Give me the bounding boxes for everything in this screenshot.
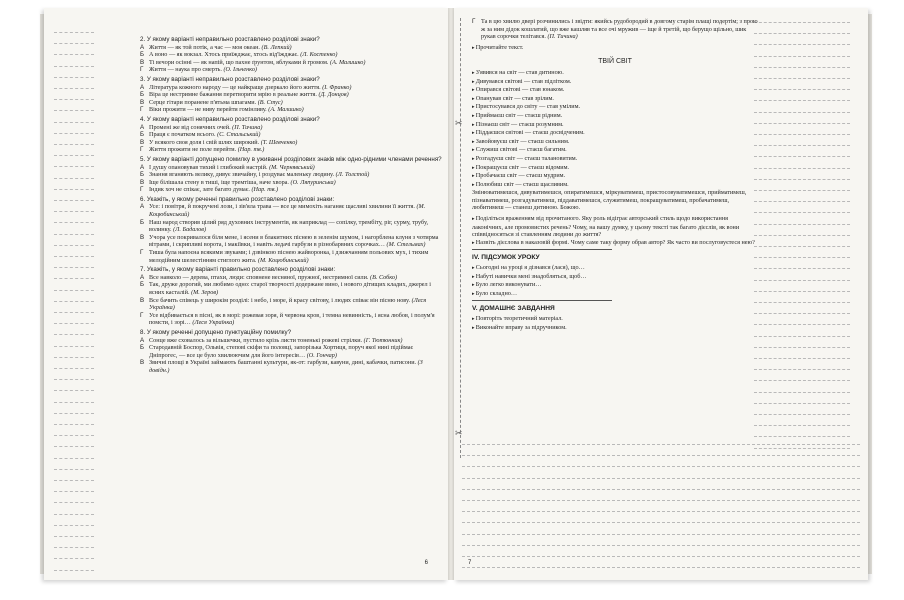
ruled-line (754, 358, 850, 359)
option-body: Життя прожити не поле перейти. (149, 146, 237, 154)
option-body: Так, друже дорогий, ми любимо одно: старої творчості додержане вино, і нового дітищих кладих, джерел і ясних касталій. (149, 281, 431, 296)
question-title: 3. У якому варіанті неправильно розставлено розділові знаки? (140, 75, 320, 83)
ruled-line (54, 570, 94, 571)
option-text (149, 84, 351, 92)
option-source: (В. Стус) (257, 98, 283, 106)
poem-line: ▸ Полюбиш світ — стаєш щасливим. (472, 181, 758, 190)
option-text (149, 66, 257, 74)
option-text (149, 359, 442, 374)
poem-line: ▸ Опирався світові — став юнаком. (472, 86, 758, 95)
option-letter: Б (140, 51, 145, 59)
ruled-line (754, 156, 850, 157)
ruled-line (754, 123, 850, 124)
option-text (149, 44, 292, 52)
poem-body (472, 69, 758, 212)
answer-option (140, 99, 442, 107)
option-source: (О. Ільченко) (223, 66, 257, 74)
ruled-line (54, 424, 94, 425)
ruled-line (754, 212, 850, 213)
option-source: (Г. Тютюнник) (363, 336, 403, 344)
option-source: (М. Коцюбинський) (149, 203, 426, 219)
answer-option (140, 139, 442, 147)
poem-line: ▸ Пізнаєш світ — стаєш розумним. (472, 121, 758, 130)
option-text (149, 297, 442, 312)
ruled-line (54, 211, 94, 212)
ruled-line (54, 178, 94, 179)
question-title: 7. Укажіть, у якому варіанті правильно розставлено розділові знаки: (140, 266, 336, 274)
option-body: Учора усе покривалося біля мене, і ясени в блакитних піснею в зеленім шумом, і нагорблена клуня з чотирма вітрами, і скрипливі ворота, і макіївки, і навіть ледачі гарбузи в різнобарвних сорочках… (149, 233, 439, 249)
question-title: 6. Укажіть, у якому реченні правильно розставлено розділові знаки: (140, 195, 335, 203)
question-block (140, 266, 442, 327)
answer-option (140, 124, 442, 132)
ruled-line (54, 502, 94, 503)
option-body: Життя — наука про смерть. (149, 66, 222, 74)
ruled-line (54, 144, 94, 145)
option-source: (Т. Шевченко) (260, 138, 298, 146)
option-body: Стародавній Боспор, Ольвія, степові скіфи та половці, запорізька Хортиця, поруч якої нині підіймає Дніпрогес, — все це було хвилюючим для його інтересів… (149, 344, 414, 359)
ruled-line (754, 291, 850, 292)
option-source: (Леся Українка) (149, 296, 427, 312)
option-text (149, 51, 337, 59)
ruled-line (54, 334, 94, 335)
ruled-line (54, 469, 94, 470)
ruled-line (462, 466, 860, 467)
section-v-items (472, 315, 758, 332)
poem-line: ▸ Пробачаєш світ — стаєш мудрим. (472, 172, 758, 181)
option-letter: А (140, 336, 145, 344)
answer-option (140, 337, 442, 345)
ruled-line (54, 536, 94, 537)
ruled-line (54, 390, 94, 391)
answer-option (140, 106, 442, 114)
ruled-line (754, 235, 850, 236)
answer-option (140, 281, 442, 296)
answer-option (140, 186, 442, 194)
question-title: 2. У якому варіанті неправильно розставлено розділові знаки? (140, 36, 320, 43)
summary-item: ▸ Було легко виконувати… (472, 281, 758, 290)
ruled-line (754, 257, 850, 258)
intro-option (472, 18, 758, 41)
ruled-line (54, 480, 94, 481)
ruled-line (754, 425, 850, 426)
option-letter: Б (140, 131, 145, 139)
ruled-line (754, 436, 850, 437)
option-letter: Б (140, 171, 145, 179)
option-source: (М. Коцюбинський) (257, 256, 309, 264)
ruled-line (462, 567, 860, 568)
option-source: (З довідн.) (149, 359, 423, 374)
ruled-line (54, 88, 94, 89)
option-source: (А. Малишко) (268, 106, 304, 114)
ruled-line (462, 500, 860, 501)
ruled-line (54, 491, 94, 492)
summary-item: ▸ Набуті навички мені знадобляться, щоб… (472, 273, 758, 282)
task-item: ▸ Поділіться враженням від прочитаного. Яку роль відіграє авторський стиль щодо використання лаконічних, але промовистих речень? Чому, на вашу думку, у цьому тексті так багато дієслів, як вони співвідносяться зі ставленням людини до життя? (472, 215, 758, 239)
ruled-line (462, 545, 860, 546)
option-source: (С. Стальський) (217, 131, 261, 139)
option-source: (О. Гончар) (306, 351, 337, 359)
ruled-line (54, 435, 94, 436)
question-list (140, 36, 442, 377)
answer-option (140, 59, 442, 67)
poem-line: ▸ Завойовуєш світ — стаєш сильним. (472, 138, 758, 147)
answer-option (140, 44, 442, 52)
ruled-line (754, 145, 850, 146)
option-text (149, 179, 336, 187)
option-source: (В. Лепкий) (261, 43, 292, 51)
ruled-line (754, 179, 850, 180)
answer-option (140, 171, 442, 179)
option-source: (М. Стельмах) (386, 241, 426, 249)
option-body: Усе відбивається в пісні, як в морі: рожевая зоря, й червона кров, і темна невинність, і ясна любов, і полум'я помсти, і зорі… (149, 311, 435, 327)
poem-line: ▸ Пристосувався до світу — став умілим. (472, 103, 758, 112)
right-page (454, 8, 868, 580)
option-letter: В (140, 296, 145, 304)
option-text (149, 164, 315, 172)
section-divider (472, 249, 612, 250)
option-letter: А (140, 43, 145, 51)
ruled-line (754, 302, 850, 303)
answer-option (140, 146, 442, 154)
option-letter: В (140, 58, 145, 66)
option-letter: В (140, 178, 145, 186)
homework-item: ▸ Повторіть теоретичний матеріал. (472, 315, 758, 324)
option-text (149, 59, 365, 67)
ruled-line (54, 514, 94, 515)
answer-option (140, 234, 442, 249)
ruled-line (54, 166, 94, 167)
section-iv-title: IV. ПІДСУМОК УРОКУ (472, 254, 540, 262)
poem-title: ТВІЙ СВІТ (598, 58, 632, 66)
answer-option (140, 66, 442, 74)
option-letter: Г (140, 146, 144, 154)
option-letter: А (140, 123, 145, 131)
poem-line: ▸ Приймаєш світ — стаєш рідним. (472, 112, 758, 121)
ruled-line (462, 522, 860, 523)
option-body: Усе: і повітря, й покручені лози, і зів'яла трава — все це мимохіть наганяє щасливі хвилини її життя. (149, 203, 415, 211)
option-source: (Леся Українка) (192, 319, 235, 327)
ruled-line (754, 380, 850, 381)
ruled-line (54, 368, 94, 369)
answer-option (140, 249, 442, 264)
question-block (140, 196, 442, 264)
ruled-line (754, 448, 850, 449)
page-number: 7 (468, 560, 472, 566)
ruled-line (462, 556, 860, 557)
ruled-line (754, 403, 850, 404)
ruled-line (462, 455, 860, 456)
poem-line: ▸ Покращуєш світ — стаєш відомим. (472, 164, 758, 173)
ruled-line (54, 43, 94, 44)
option-source: (М. Чернявський) (269, 163, 315, 171)
ruled-line (54, 413, 94, 414)
task-item: ▸ Назвіть дієслова в наказовій формі. Чому саме таку форму обрав автор? Як часто ви послуговуєтеся нею? (472, 239, 758, 248)
question-block (140, 329, 442, 375)
ruled-line (54, 525, 94, 526)
option-letter: Г (140, 106, 144, 114)
ruled-line (754, 78, 850, 79)
ruled-line (54, 402, 94, 403)
ruled-line (54, 122, 94, 123)
ruled-line (754, 336, 850, 337)
ruled-line (754, 224, 850, 225)
option-text: Та в цю хвилю двері розчинились і звідти: якийсь рудобородий в довгому старім плащі подертім; з прою ж за ним дідок кошлатий, що вже кашляв та все очі мружив — іще й третій, що берущо щільно, шик рукав сорочки телітався. (П. Тичина) (481, 18, 758, 41)
ruled-line (54, 245, 94, 246)
ruled-line (462, 489, 860, 490)
section-v-title: V. ДОМАШНЄ ЗАВДАННЯ (472, 305, 555, 313)
ruled-line (54, 77, 94, 78)
ruled-line (462, 511, 860, 512)
option-body: Віки прожити — не ниву перейти гомінливу. (149, 106, 267, 114)
ruled-line (54, 323, 94, 324)
ruled-line (54, 155, 94, 156)
ruled-line (54, 110, 94, 111)
ruled-line (754, 246, 850, 247)
task-list (472, 215, 758, 247)
option-text (149, 131, 260, 139)
option-text (149, 99, 283, 107)
option-text (149, 146, 264, 154)
ruled-line (754, 347, 850, 348)
question-block (140, 76, 442, 114)
ruled-line (754, 100, 850, 101)
option-source: (П. Тичина) (232, 123, 263, 131)
option-body: Знання вганяють велику, дивує звичайну, і роздуває маленьку людину. (149, 171, 335, 179)
option-body: Сонце вже сховалось за вільшечки, пустило крізь листи тоненькі рожеві стрілки. (149, 336, 363, 344)
ruled-line (754, 414, 850, 415)
option-body: Література кожного народу — це найкраще дзеркало його життя. (149, 83, 321, 91)
option-body: Праця є початком всього. (149, 131, 216, 139)
ruled-line (54, 357, 94, 358)
right-content (472, 18, 758, 332)
ruled-line (54, 312, 94, 313)
summary-item: ▸ Сьогодні на уроці я дізнався (лася), що… (472, 264, 758, 273)
ruled-line (754, 44, 850, 45)
question-title: 4. У якому варіанті неправильно розставлено розділові знаки? (140, 115, 320, 123)
question-title: 8. У якому реченні допущено пунктуаційну помилку? (140, 328, 292, 336)
option-source: (О. Ляпуринська) (290, 178, 336, 186)
ruled-line (754, 33, 850, 34)
ruled-line (462, 444, 860, 445)
answer-option (140, 344, 442, 359)
right-page-edge (868, 14, 872, 574)
option-body: Все навколо — дерева, птахи, люди: сповнене весняної, пружної, нестримної сили. (149, 273, 369, 281)
scissors-icon: ✂ (455, 118, 463, 128)
ruled-line (54, 66, 94, 67)
answer-option (140, 312, 442, 327)
option-text (149, 234, 442, 249)
ruled-line (754, 324, 850, 325)
ruled-line (54, 99, 94, 100)
option-text (149, 124, 262, 132)
scissors-icon: ✂ (455, 428, 463, 438)
option-letter: Г (140, 249, 144, 257)
option-body: Наш народ створив цілий ряд духовних інструментів, як наприклад — сопілку, трембіту, ріг, сурму, трубу, волинку. (149, 218, 428, 234)
answer-option (140, 51, 442, 59)
ruled-line (54, 547, 94, 548)
option-letter: Г (472, 18, 476, 25)
option-letter: Б (140, 91, 145, 99)
question-block (140, 36, 442, 74)
ruled-line (54, 32, 94, 33)
option-body: Все бачить співець у широкім розділі: і небо, і море, й красу світову, і людях співає він пісню нову. (149, 296, 411, 304)
ruled-line (754, 201, 850, 202)
ruled-line (754, 134, 850, 135)
option-source: (М. Зеров) (191, 289, 219, 296)
answer-option (140, 297, 442, 312)
option-letter: А (140, 83, 145, 91)
summary-item: ▸ Було складно… (472, 290, 758, 299)
option-source: (В. Собко) (370, 273, 398, 281)
option-letter: Г (140, 186, 144, 194)
option-body: Віра це нестримне бажання перетворити мрію в реальне життя. (149, 91, 317, 99)
option-body: Промені же від сонячних очей. (149, 123, 231, 131)
option-body: І душу опановував тихий і глибокий настрій. (149, 163, 268, 171)
ruled-line (754, 67, 850, 68)
answer-option (140, 359, 442, 374)
read-text-prompt: ▸ Прочитайте текст. (472, 44, 758, 53)
ruled-line (754, 112, 850, 113)
option-text (149, 219, 442, 234)
ruled-line (54, 267, 94, 268)
answer-option (140, 91, 442, 99)
poem-line: Змінюватимешся, дивуватимешся, опиратимешся, міркуватимеш, пристосовуватимешся, прийматимеш, пізнаватимеш, розгадуватимеш, піддаватимешся, служитимеш, покращуватимеш, пробачатимеш, любитимеш — станеш дитиною. Божою. (472, 189, 747, 212)
option-text (149, 344, 442, 359)
option-letter: А (140, 273, 145, 281)
answer-option (140, 203, 442, 218)
ruled-line (754, 392, 850, 393)
ruled-line (54, 222, 94, 223)
question-block (140, 116, 442, 154)
ruled-line (54, 278, 94, 279)
ruled-line (54, 379, 94, 380)
ruled-line (54, 256, 94, 257)
option-letter: Г (140, 311, 144, 319)
option-body: Іще білішала стену в тиші, іще тремтіша, наче хвора. (149, 178, 289, 186)
ruled-line (754, 22, 850, 23)
right-ruled-margin (754, 8, 854, 580)
option-text (149, 281, 442, 296)
section-divider (472, 300, 612, 301)
ruled-line (754, 168, 850, 169)
option-letter: А (140, 163, 145, 171)
poem-line: ▸ Служиш світові — стаєш багатим. (472, 146, 758, 155)
option-source: (Д. Донцов) (318, 91, 349, 99)
option-text (149, 91, 349, 99)
ruled-line (754, 369, 850, 370)
ruled-line (54, 346, 94, 347)
ruled-line (54, 458, 94, 459)
ruled-line (54, 234, 94, 235)
answer-option (140, 84, 442, 92)
option-text (149, 186, 278, 194)
option-body: Серце гітари поранене п'ятьма шпагами. (149, 98, 257, 106)
option-letter: Г (140, 66, 144, 74)
option-letter: Б (140, 281, 145, 289)
option-body: Індик хоч не спікає, зате багато думає. (149, 186, 250, 194)
option-body: У всякого своя доля і свій шлях широкий. (149, 138, 260, 146)
option-letter: А (140, 203, 145, 211)
ruled-line (54, 301, 94, 302)
page-number: 6 (424, 560, 428, 566)
option-body: А воно — як вокзал. Хтось приїжджає, хтось від'їжджає. (149, 51, 299, 59)
option-letter: Б (140, 218, 145, 226)
poem-line: ▸ Опанував світ — став зрілим. (472, 95, 758, 104)
left-page (44, 8, 448, 580)
ruled-line (754, 56, 850, 57)
poem-line: ▸ Розгадуєш світ — стаєш талановитим. (472, 155, 758, 164)
option-text (149, 139, 297, 147)
option-body: Тиша була напоєна всякими звуками; і дзвінкою піснею жайворонка, і дзижчанням польових мух, і тихим мелодійним шелестінням стиглого жита. (149, 249, 429, 264)
option-source: (Нар. тв.) (251, 186, 279, 194)
ruled-line (754, 313, 850, 314)
ruled-line (754, 190, 850, 191)
option-letter: В (140, 233, 145, 241)
option-text (149, 312, 442, 327)
answer-option (140, 274, 442, 282)
answer-option (140, 131, 442, 139)
option-source: (Л. Костенко) (300, 51, 338, 59)
section-iv-items (472, 264, 758, 298)
ruled-line (54, 558, 94, 559)
ruled-line (462, 478, 860, 479)
option-letter: Б (140, 344, 145, 352)
option-text (149, 203, 442, 218)
cut-line (460, 18, 461, 458)
option-source: (І. Франко) (322, 83, 352, 91)
ruled-line (462, 534, 860, 535)
poem-line: ▸ Дивувався світові — став підлітком. (472, 78, 758, 87)
question-block (140, 156, 442, 194)
option-text (149, 106, 304, 114)
homework-item: ▸ Виконайте вправу за підручником. (472, 324, 758, 333)
answer-option (140, 164, 442, 172)
ruled-line (54, 133, 94, 134)
option-text (149, 171, 369, 179)
ruled-line (754, 89, 850, 90)
option-source: (Нар. тв.) (237, 146, 265, 154)
ruled-line (54, 290, 94, 291)
option-text (149, 249, 442, 264)
poem-line: ▸ З'явився на світ — став дитиною. (472, 69, 758, 78)
option-source: (Л. Толстой) (335, 171, 370, 179)
option-body: Життя — як той потік, а час — моя океан. (149, 43, 260, 51)
ruled-line (54, 446, 94, 447)
poem-line: ▸ Піддаєшся світові — стаєш досвідченим. (472, 129, 758, 138)
option-letter: В (140, 138, 145, 146)
option-letter: В (140, 98, 145, 106)
option-body: Ті вечори осінні — як напій, що пахне ґрунтом, яблуками й громом. (149, 58, 329, 66)
option-source: (А. Малишко) (330, 58, 366, 66)
ruled-line (754, 280, 850, 281)
ruled-line (754, 268, 850, 269)
ruled-line (54, 54, 94, 55)
option-text (149, 274, 397, 282)
answer-option (140, 179, 442, 187)
option-source: (Л. Бадалов) (173, 226, 207, 234)
ruled-line (54, 200, 94, 201)
option-body: Звичні площі в Україні займають баштанні культури, як-от: гарбузи, кавуни, дині, кабачки, патисони. (149, 359, 417, 367)
question-title: 5. У якому варіанті допущено помилку в уживанні розділових знаків між одно-рідними членами речення? (140, 155, 442, 163)
option-letter: В (140, 359, 145, 367)
answer-option (140, 219, 442, 234)
option-text (149, 337, 402, 345)
ruled-line (54, 189, 94, 190)
